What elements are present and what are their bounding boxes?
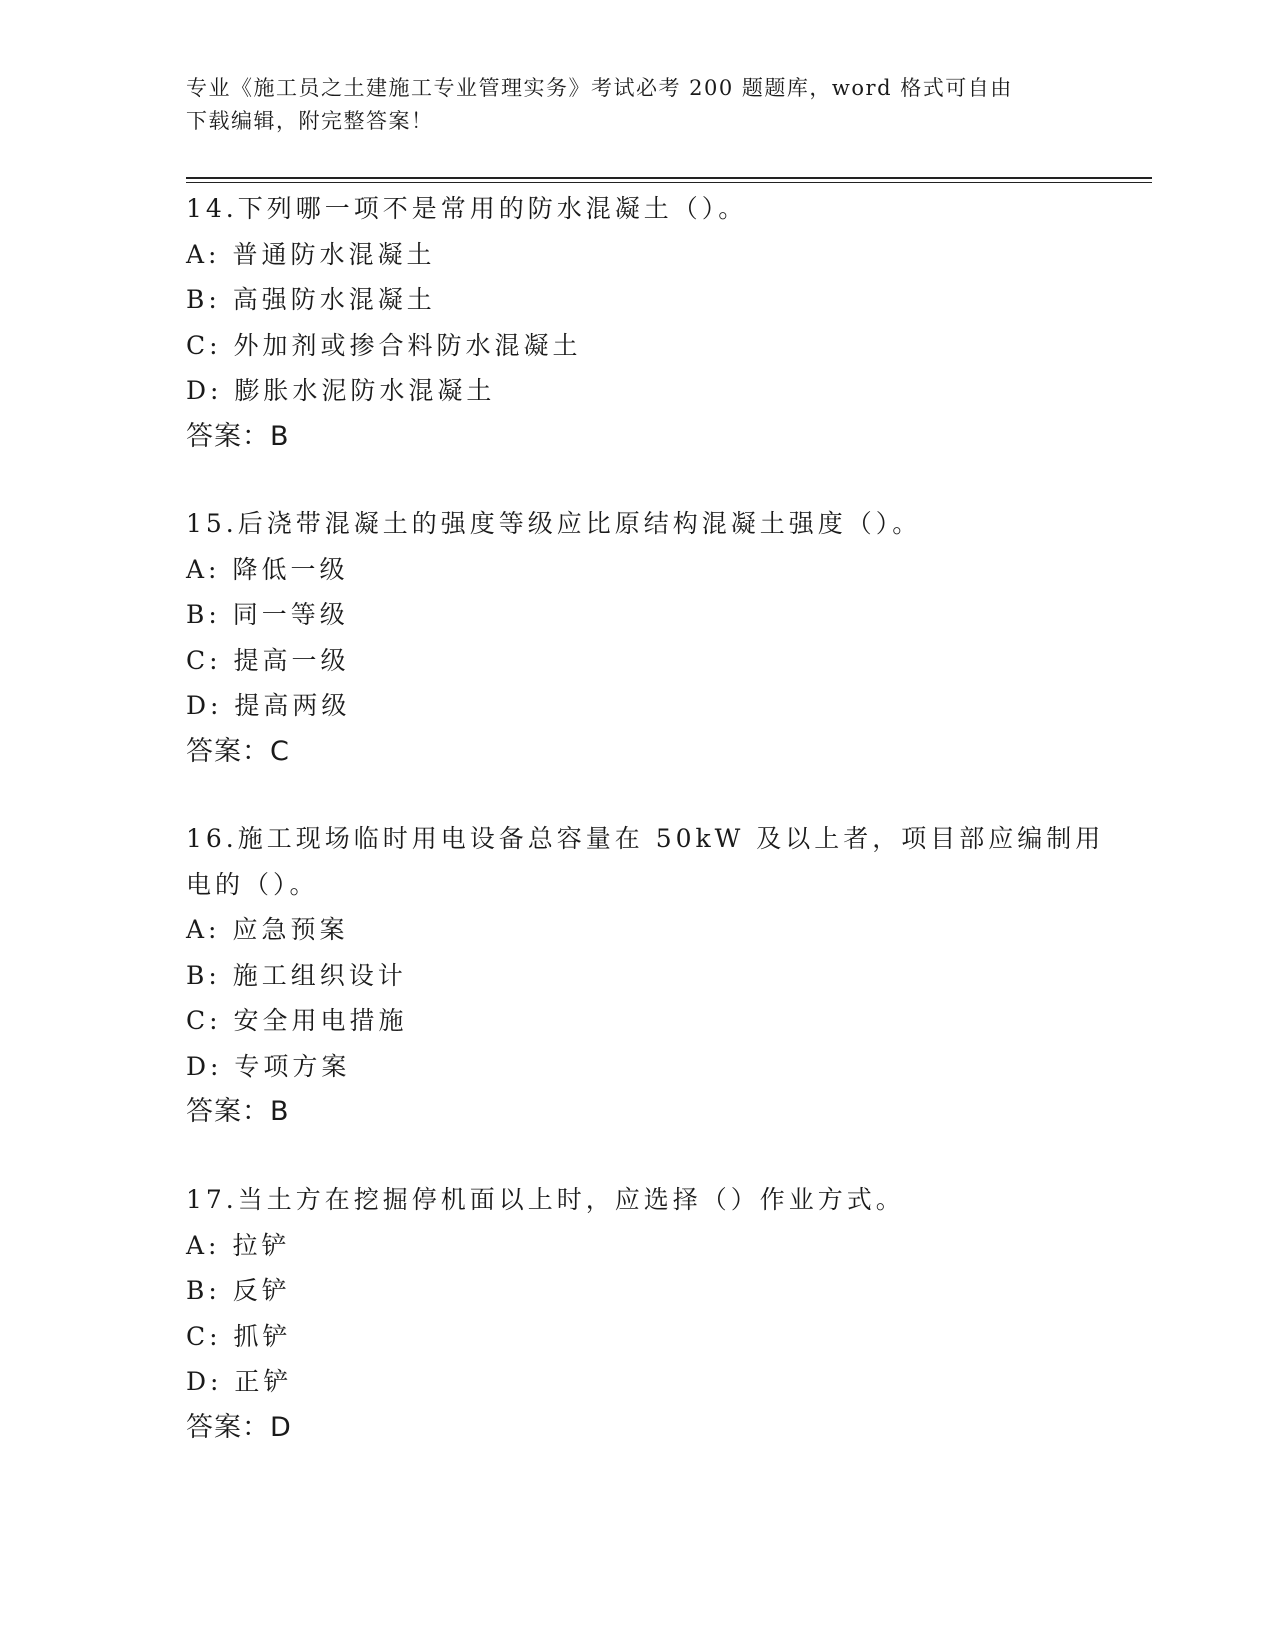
option-text: 提高一级: [233, 645, 350, 675]
option-text: 正铲: [234, 1367, 293, 1396]
option-b: [186, 953, 1066, 999]
document-header: [186, 72, 1066, 138]
option-text: 应急预案: [232, 915, 349, 944]
option-letter: A:: [186, 554, 221, 584]
option-letter: C:: [186, 1006, 222, 1035]
option-a: [186, 907, 1066, 953]
option-b: [186, 277, 1066, 323]
option-letter: D:: [186, 1051, 223, 1081]
question-stem: 17.当土方在挖掘停机面以上时，应选择（）作业方式。: [186, 1185, 905, 1214]
option-b: [186, 592, 1066, 638]
option-letter: B:: [186, 600, 221, 629]
option-letter: B:: [186, 1276, 221, 1305]
answer: 答案：B: [186, 1096, 290, 1127]
option-letter: D:: [186, 1367, 223, 1396]
option-letter: A:: [186, 1230, 221, 1260]
question-stem: 16.施工现场临时用电设备总容量在 50kW 及以上者，项目部应编制用: [186, 824, 1105, 853]
option-a: [186, 547, 1066, 593]
option-c: [186, 638, 1066, 684]
option-d: [186, 1359, 1066, 1405]
option-text: 膨胀水泥防水混凝土: [234, 376, 496, 405]
header-divider-thin: [186, 182, 1152, 183]
option-letter: A:: [186, 239, 221, 269]
option-text: 专项方案: [234, 1051, 351, 1081]
question-16: [186, 816, 1105, 1135]
option-b: [186, 1268, 1066, 1314]
option-d: [186, 1044, 1066, 1090]
option-d: [186, 368, 1066, 414]
question-14: [186, 186, 1066, 459]
option-text: 外加剂或掺合料防水混凝土: [233, 330, 582, 360]
option-letter: B:: [186, 285, 221, 314]
question-stem: 15.后浇带混凝土的强度等级应比原结构混凝土强度（）。: [186, 509, 922, 538]
option-text: 同一等级: [232, 600, 349, 629]
option-c: [186, 1314, 1066, 1360]
option-letter: B:: [186, 960, 221, 990]
question-stem: 14.下列哪一项不是常用的防水混凝土（）。: [186, 194, 748, 223]
option-a: [186, 232, 1066, 278]
option-letter: C:: [186, 1321, 222, 1351]
option-text: 安全用电措施: [233, 1006, 408, 1035]
answer: 答案：D: [186, 1411, 292, 1443]
question-15: [186, 501, 1066, 774]
answer: 答案：B: [186, 420, 290, 452]
answer: 答案：C: [186, 735, 290, 767]
option-letter: D:: [186, 376, 223, 405]
option-c: [186, 323, 1066, 369]
option-text: 反铲: [232, 1276, 291, 1305]
question-stem-continued: 电的（）。: [186, 869, 319, 899]
option-c: [186, 998, 1066, 1044]
option-text: 高强防水混凝土: [232, 285, 436, 314]
option-text: 抓铲: [233, 1321, 292, 1351]
option-d: [186, 683, 1066, 729]
option-text: 提高两级: [234, 691, 351, 720]
header-line-2: 下载编辑，附完整答案！: [186, 109, 434, 133]
option-text: 降低一级: [232, 554, 349, 584]
option-text: 普通防水混凝土: [232, 239, 436, 269]
option-letter: C:: [186, 645, 222, 675]
option-text: 施工组织设计: [232, 960, 407, 990]
option-a: [186, 1223, 1066, 1269]
question-17: [186, 1177, 1066, 1450]
option-letter: C:: [186, 330, 222, 360]
option-text: 拉铲: [232, 1230, 291, 1260]
option-letter: D:: [186, 691, 223, 720]
header-divider: [186, 177, 1152, 179]
option-letter: A:: [186, 915, 221, 944]
header-line-1: 专业《施工员之土建施工专业管理实务》考试必考 200 题题库，word 格式可自由: [186, 76, 1013, 100]
